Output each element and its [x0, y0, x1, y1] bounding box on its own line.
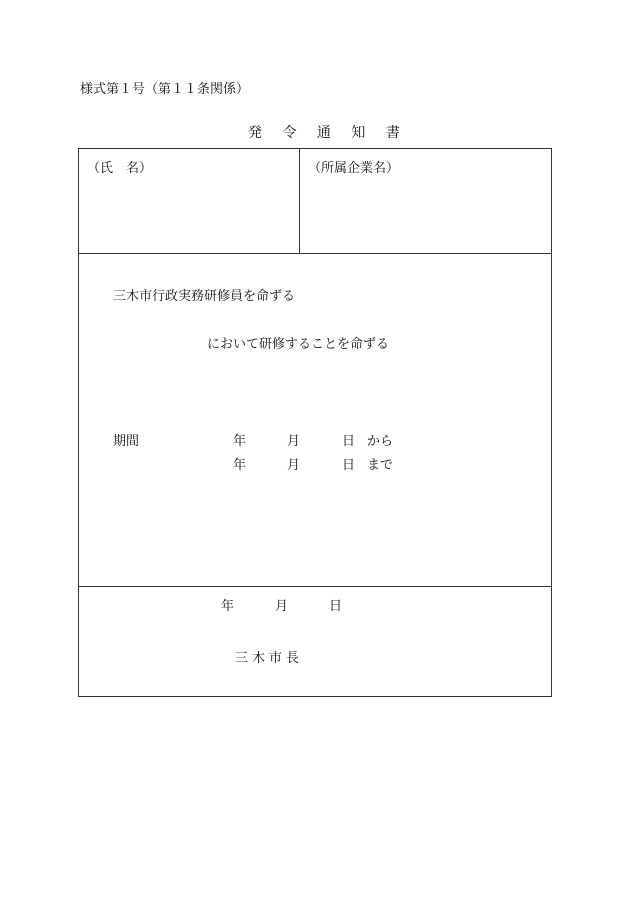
column-divider [299, 149, 300, 253]
period-label: 期間 [113, 434, 140, 449]
name-label: （氏 名） [87, 161, 153, 176]
appointment-text: 三木市行政実務研修員を命ずる [113, 289, 296, 304]
form-number: 様式第１号（第１１条関係） [80, 82, 250, 97]
issue-year: 年 [221, 599, 235, 614]
title-char: 書 [385, 125, 401, 141]
issue-month: 月 [275, 599, 289, 614]
title-char: 発 [248, 125, 263, 141]
name-company-section [78, 148, 552, 254]
issuer-section [78, 586, 552, 697]
period-to-suffix: まで [367, 458, 394, 473]
issue-day: 日 [329, 599, 343, 614]
title-char: 知 [351, 125, 367, 141]
period-to-day: 日 [342, 458, 356, 473]
period-from-month: 月 [287, 434, 301, 449]
training-text: において研修することを命ずる [207, 337, 390, 352]
period-from-suffix: から [367, 434, 394, 449]
document-title [248, 122, 415, 142]
appointment-section [78, 253, 552, 587]
period-from-year: 年 [233, 434, 247, 449]
period-to-year: 年 [233, 458, 247, 473]
title-char: 令 [282, 125, 298, 141]
mayor-signature: 三木市長 [235, 651, 304, 666]
period-to-month: 月 [287, 458, 301, 473]
title-char: 通 [316, 125, 332, 141]
company-label: （所属企業名） [308, 161, 400, 176]
period-from-day: 日 [342, 434, 356, 449]
